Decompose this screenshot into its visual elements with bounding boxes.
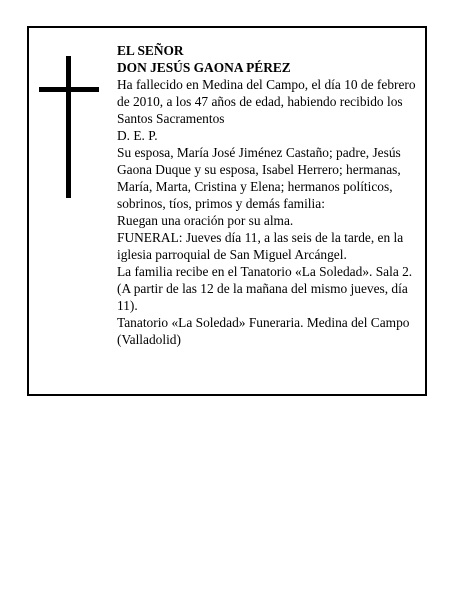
notice-text <box>117 42 417 348</box>
death-announcement: Ha fallecido en Medina del Campo, el día 10 de febrero de 2010, a los 47 años de edad, habiendo recibido los Santos Sacramentos <box>117 77 416 126</box>
family-reception: La familia recibe en el Tanatorio «La Soledad». Sala 2. (A partir de las 12 de la mañana del mismo jueves, día 11). <box>117 264 413 313</box>
obituary-notice <box>27 26 427 396</box>
cross-icon <box>39 56 99 198</box>
dep-line: D. E. P. <box>117 128 158 143</box>
cross-vertical-bar <box>66 56 71 198</box>
family-list: Su esposa, María José Jiménez Castaño; padre, Jesús Gaona Duque y su esposa, Isabel Herrero; hermanas, María, Marta, Cristina y Elena; hermanos políticos, sobrinos, tíos, primos y demás familia: <box>117 145 401 211</box>
deceased-name: DON JESÚS GAONA PÉREZ <box>117 60 291 75</box>
prayer-request: Ruegan una oración por su alma. <box>117 213 294 228</box>
funeral-details: FUNERAL: Jueves día 11, a las seis de la tarde, en la iglesia parroquial de San Miguel Arcángel. <box>117 230 404 262</box>
funeral-home: Tanatorio «La Soledad» Funeraria. Medina del Campo (Valladolid) <box>117 315 410 347</box>
heading-title: EL SEÑOR <box>117 43 184 58</box>
cross-horizontal-bar <box>39 87 99 92</box>
